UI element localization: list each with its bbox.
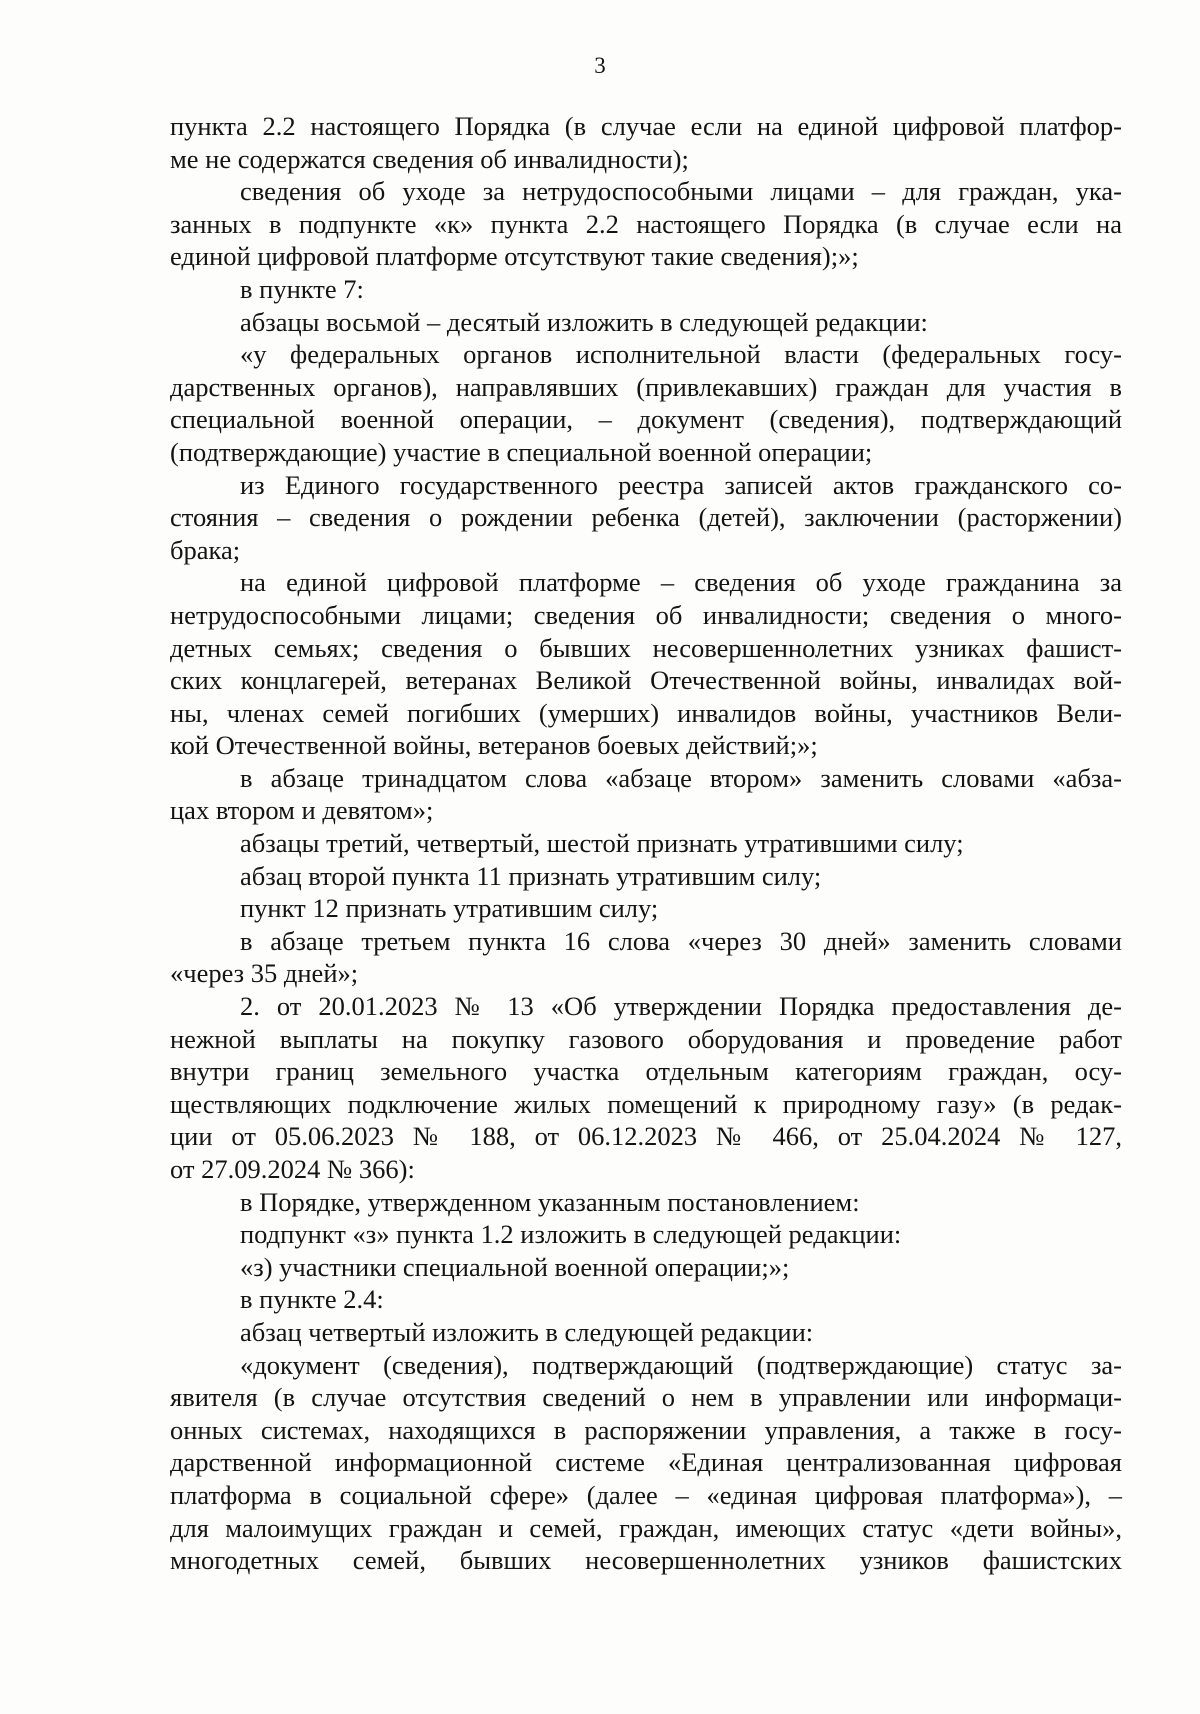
text-line: в Порядке, утвержденном указанным постановлением: — [240, 1186, 860, 1217]
text-line: специальной военной операции, – документ (сведения), подтверждающий — [170, 404, 1122, 435]
text-line: дарственных органов), направлявших (привлекавших) граждан для участия в — [170, 371, 1122, 402]
text-line: сведения об уходе за нетрудоспособными лицами – для граждан, ука- — [240, 176, 1122, 207]
text-line: ме не содержатся сведения об инвалидности); — [170, 143, 689, 174]
document-body — [170, 110, 1122, 1577]
text-line: многодетных семей, бывших несовершеннолетних узников фашистских — [170, 1545, 1122, 1576]
text-line: ских концлагерей, ветеранах Великой Отечественной войны, инвалидах вой- — [170, 665, 1122, 696]
text-line: стояния – сведения о рождении ребенка (детей), заключении (расторжении) — [170, 502, 1122, 533]
text-line: нетрудоспособными лицами; сведения об инвалидности; сведения о много- — [170, 599, 1122, 630]
text-line: в пункте 2.4: — [240, 1284, 384, 1315]
text-line: от 27.09.2024 № 366): — [170, 1154, 415, 1184]
text-line: явителя (в случае отсутствия сведений о нем в управлении или информаци- — [170, 1382, 1122, 1413]
text-line: детных семьях; сведения о бывших несовершеннолетних узниках фашист- — [170, 632, 1122, 663]
text-line: 2. от 20.01.2023 № 13 «Об утверждении Порядка предоставления де- — [240, 991, 1122, 1022]
text-line: абзац второй пункта 11 признать утратившим силу; — [240, 860, 822, 891]
page-number: 3 — [594, 53, 606, 78]
text-line: внутри границ земельного участка отдельным категориям граждан, осу- — [170, 1056, 1122, 1087]
text-line: «з) участники специальной военной операции;»; — [240, 1251, 790, 1282]
text-line: цах втором и девятом»; — [170, 795, 434, 826]
text-line: онных системах, находящихся в распоряжении управления, а также в госу- — [170, 1414, 1122, 1445]
text-line: «документ (сведения), подтверждающий (подтверждающие) статус за- — [240, 1349, 1122, 1380]
text-line: ны, членах семей погибших (умерших) инвалидов войны, участников Вели- — [170, 697, 1122, 728]
text-line: «через 35 дней»; — [170, 958, 359, 989]
text-line: пункта 2.2 настоящего Порядка (в случае если на единой цифровой платфор- — [170, 111, 1122, 141]
text-line: подпункт «з» пункта 1.2 изложить в следующей редакции: — [240, 1219, 902, 1250]
text-line: дарственной информационной системе «Единая централизованная цифровая — [170, 1447, 1122, 1478]
text-line: в пункте 7: — [240, 273, 364, 304]
text-line: из Единого государственного реестра записей актов гражданского со- — [240, 469, 1122, 500]
text-line: ции от 05.06.2023 № 188, от 06.12.2023 № 466, от 25.04.2024 № 127, — [170, 1121, 1122, 1152]
text-line: единой цифровой платформе отсутствуют такие сведения);»; — [170, 241, 859, 272]
text-line: на единой цифровой платформе – сведения об уходе гражданина за — [240, 567, 1122, 598]
text-line: кой Отечественной войны, ветеранов боевых действий;»; — [170, 730, 818, 761]
text-line: абзац четвертый изложить в следующей редакции: — [240, 1316, 814, 1347]
text-line: платформа в социальной сфере» (далее – «единая цифровая платформа»), – — [170, 1479, 1122, 1510]
text-line: абзацы восьмой – десятый изложить в следующей редакции: — [240, 306, 928, 337]
text-line: пункт 12 признать утратившим силу; — [240, 893, 659, 924]
text-line: (подтверждающие) участие в специальной военной операции; — [170, 436, 873, 467]
text-line: «у федеральных органов исполнительной власти (федеральных госу- — [240, 339, 1122, 370]
text-line: абзацы третий, четвертый, шестой признать утратившими силу; — [240, 828, 964, 859]
text-line: для малоимущих граждан и семей, граждан, имеющих статус «дети войны», — [170, 1512, 1122, 1543]
text-line: ществляющих подключение жилых помещений к природному газу» (в редак- — [170, 1088, 1122, 1119]
text-line: нежной выплаты на покупку газового оборудования и проведение работ — [170, 1023, 1122, 1054]
text-line: брака; — [170, 534, 241, 565]
text-line: в абзаце тринадцатом слова «абзаце втором» заменить словами «абза- — [240, 762, 1122, 793]
text-line: занных в подпункте «к» пункта 2.2 настоящего Порядка (в случае если на — [170, 208, 1122, 239]
text-line: в абзаце третьем пункта 16 слова «через 30 дней» заменить словами — [240, 925, 1122, 956]
